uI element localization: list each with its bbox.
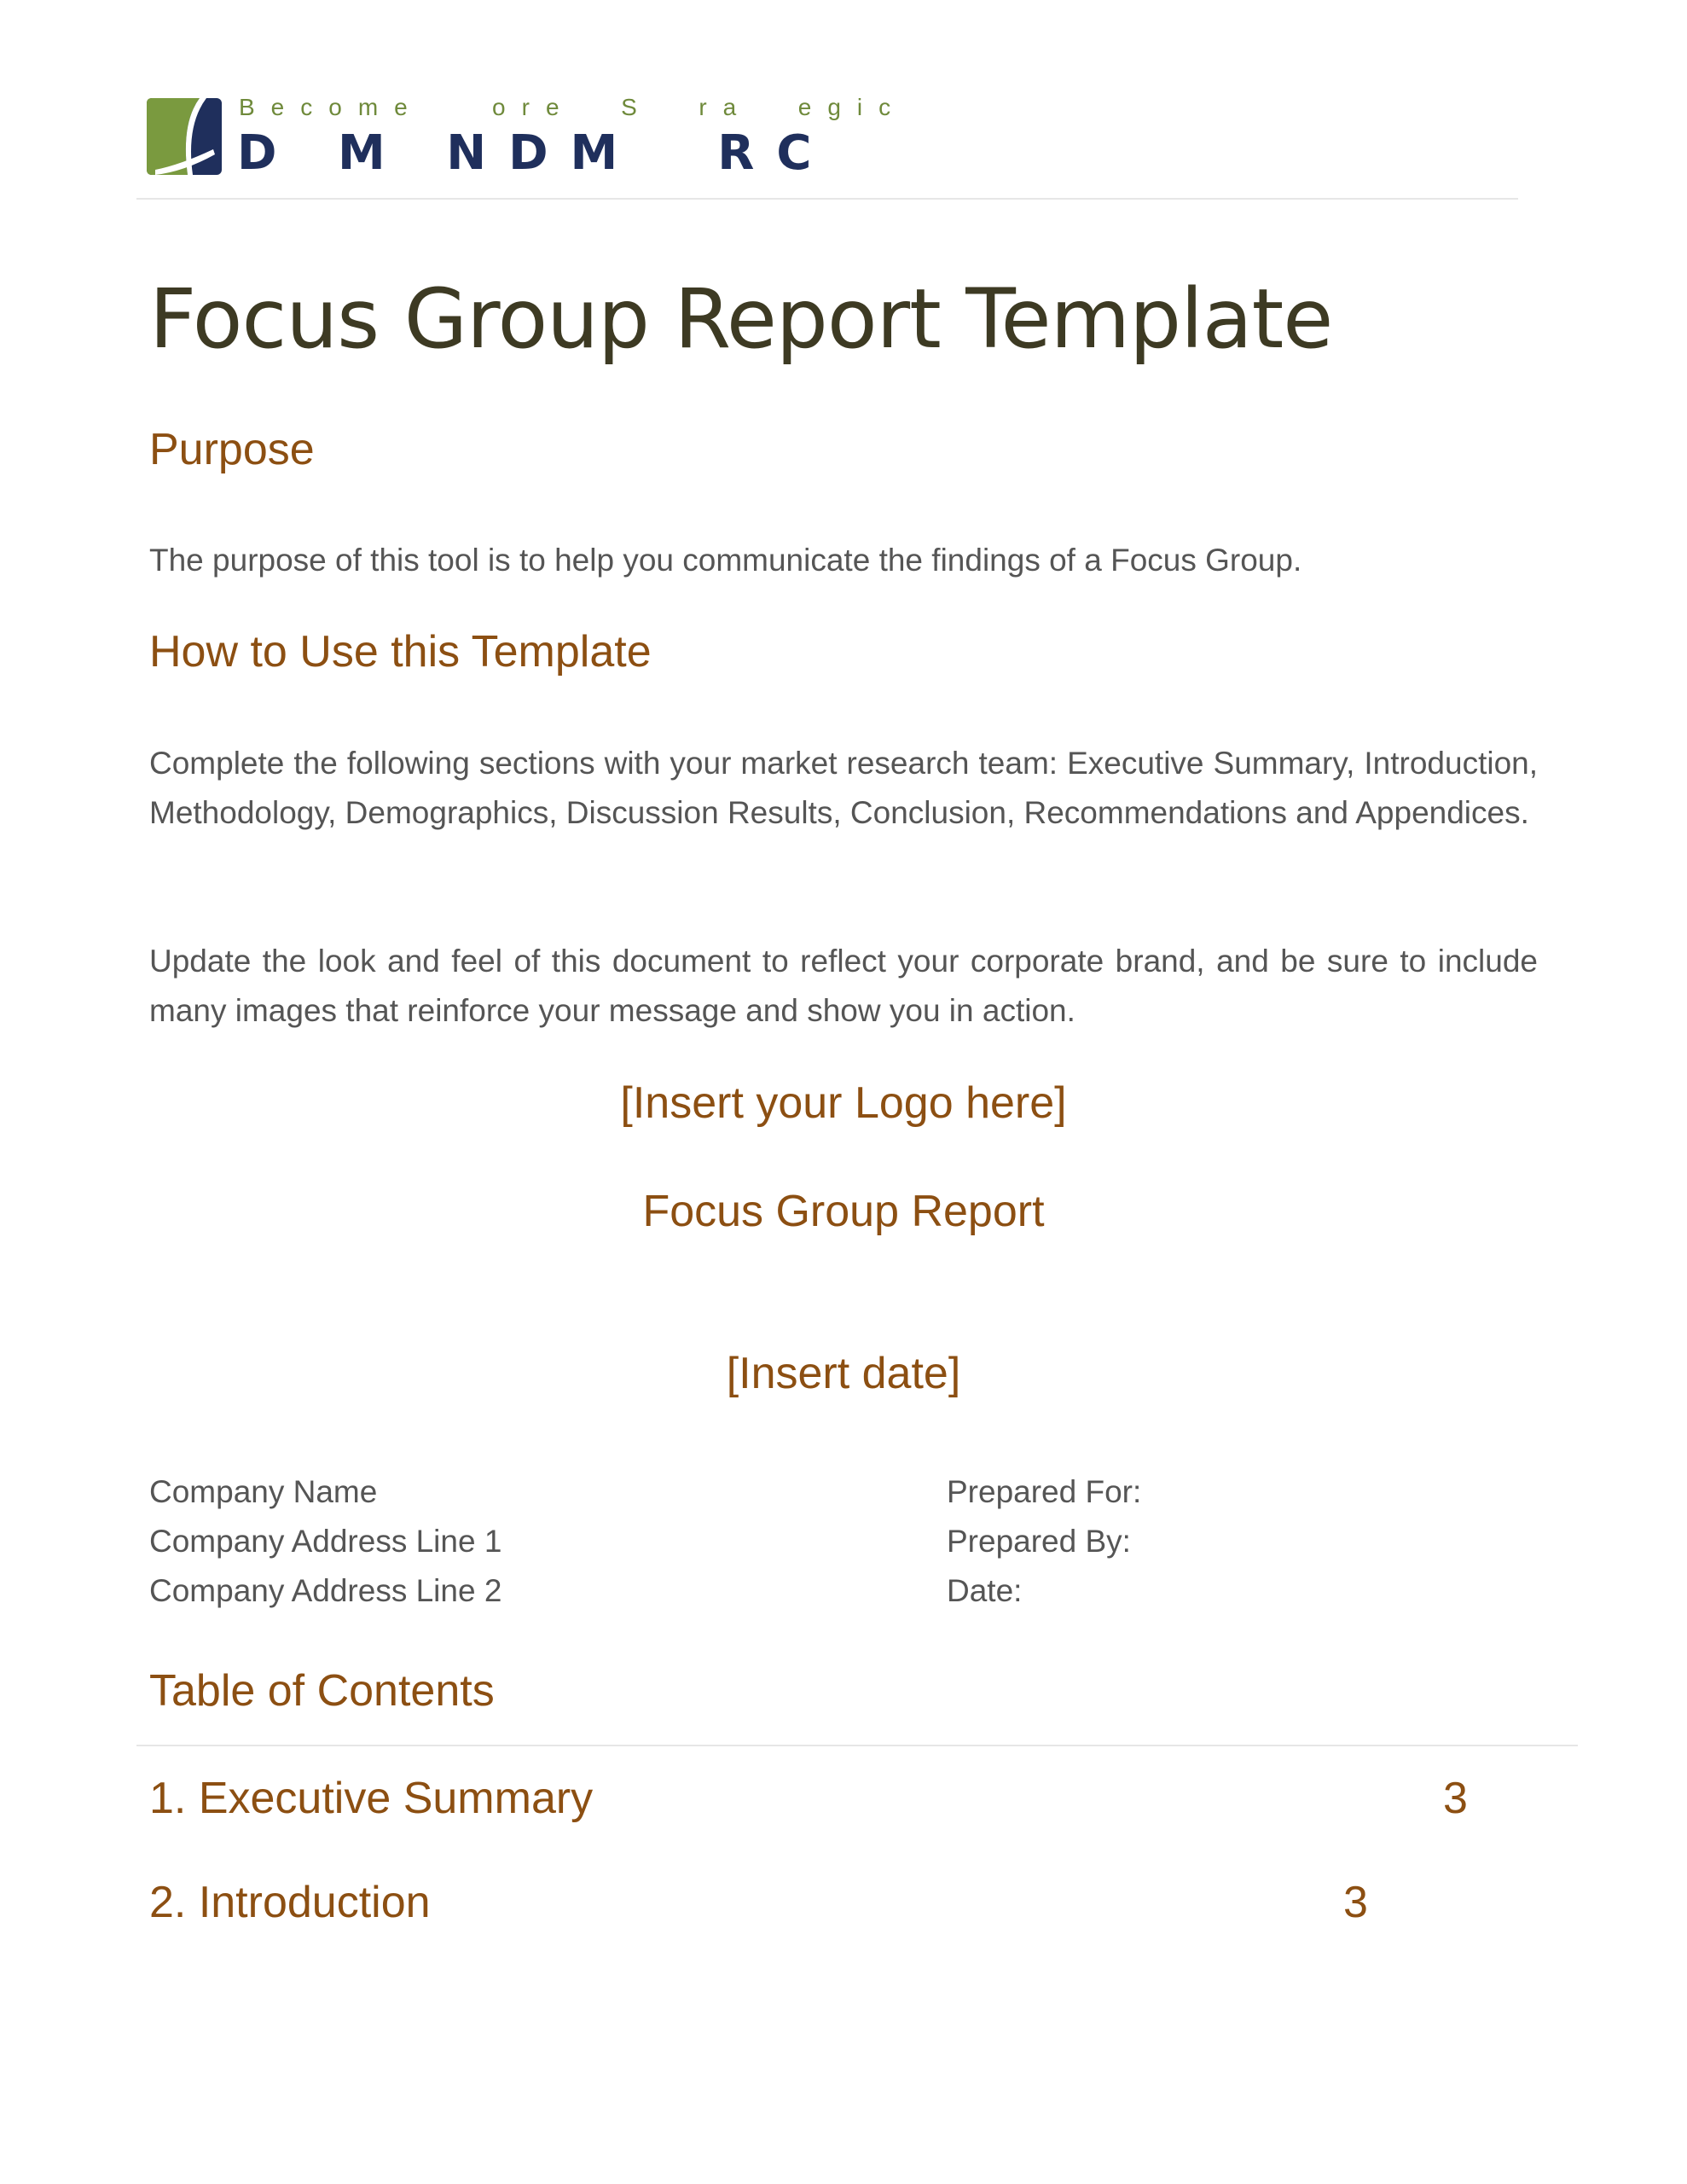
report-title: Focus Group Report [642, 1187, 1045, 1236]
company-info-block [149, 1467, 501, 1616]
logo-placeholder: [Insert your Logo here] [620, 1078, 1067, 1128]
toc-heading: Table of Contents [149, 1666, 495, 1716]
company-address-line-2: Company Address Line 2 [149, 1573, 502, 1608]
prepared-info-block [947, 1467, 1141, 1616]
page-header [136, 90, 1518, 200]
company-logo-icon [147, 98, 222, 175]
toc-page-introduction: 3 [1343, 1878, 1368, 1927]
toc-page-executive-summary: 3 [1443, 1774, 1468, 1823]
toc-entry-executive-summary[interactable]: 1. Executive Summary [149, 1774, 594, 1823]
toc-entry-introduction[interactable]: 2. Introduction [149, 1878, 431, 1927]
company-address-line-1: Company Address Line 1 [149, 1524, 502, 1559]
how-to-use-paragraph-2: Update the look and feel of this document to reflect your corporate brand, and be sure to include many images that reinforce your message and show you in action. [149, 944, 1538, 1028]
header-divider [136, 198, 1518, 200]
prepared-for-label: Prepared For: [947, 1474, 1142, 1509]
date-placeholder: [Insert date] [726, 1349, 961, 1398]
company-name: Company Name [149, 1474, 378, 1509]
purpose-text: The purpose of this tool is to help you communicate the findings of a Focus Group. [149, 543, 1302, 578]
logo-company-name: D M NDM RC [237, 125, 834, 181]
logo-tagline: Become ore S ra egic [239, 94, 907, 120]
document-title: Focus Group Report Template [149, 271, 1333, 367]
prepared-date-label: Date: [947, 1573, 1023, 1608]
how-to-use-heading: How to Use this Template [149, 627, 652, 677]
purpose-heading: Purpose [149, 425, 315, 474]
how-to-use-paragraph-1: Complete the following sections with your market research team: Executive Summary, Introduction, Methodology, Demographics, Discussion Results, Conclusion, Recommendations and Appendices. [149, 746, 1538, 830]
prepared-by-label: Prepared By: [947, 1524, 1131, 1559]
toc-divider [136, 1745, 1578, 1746]
